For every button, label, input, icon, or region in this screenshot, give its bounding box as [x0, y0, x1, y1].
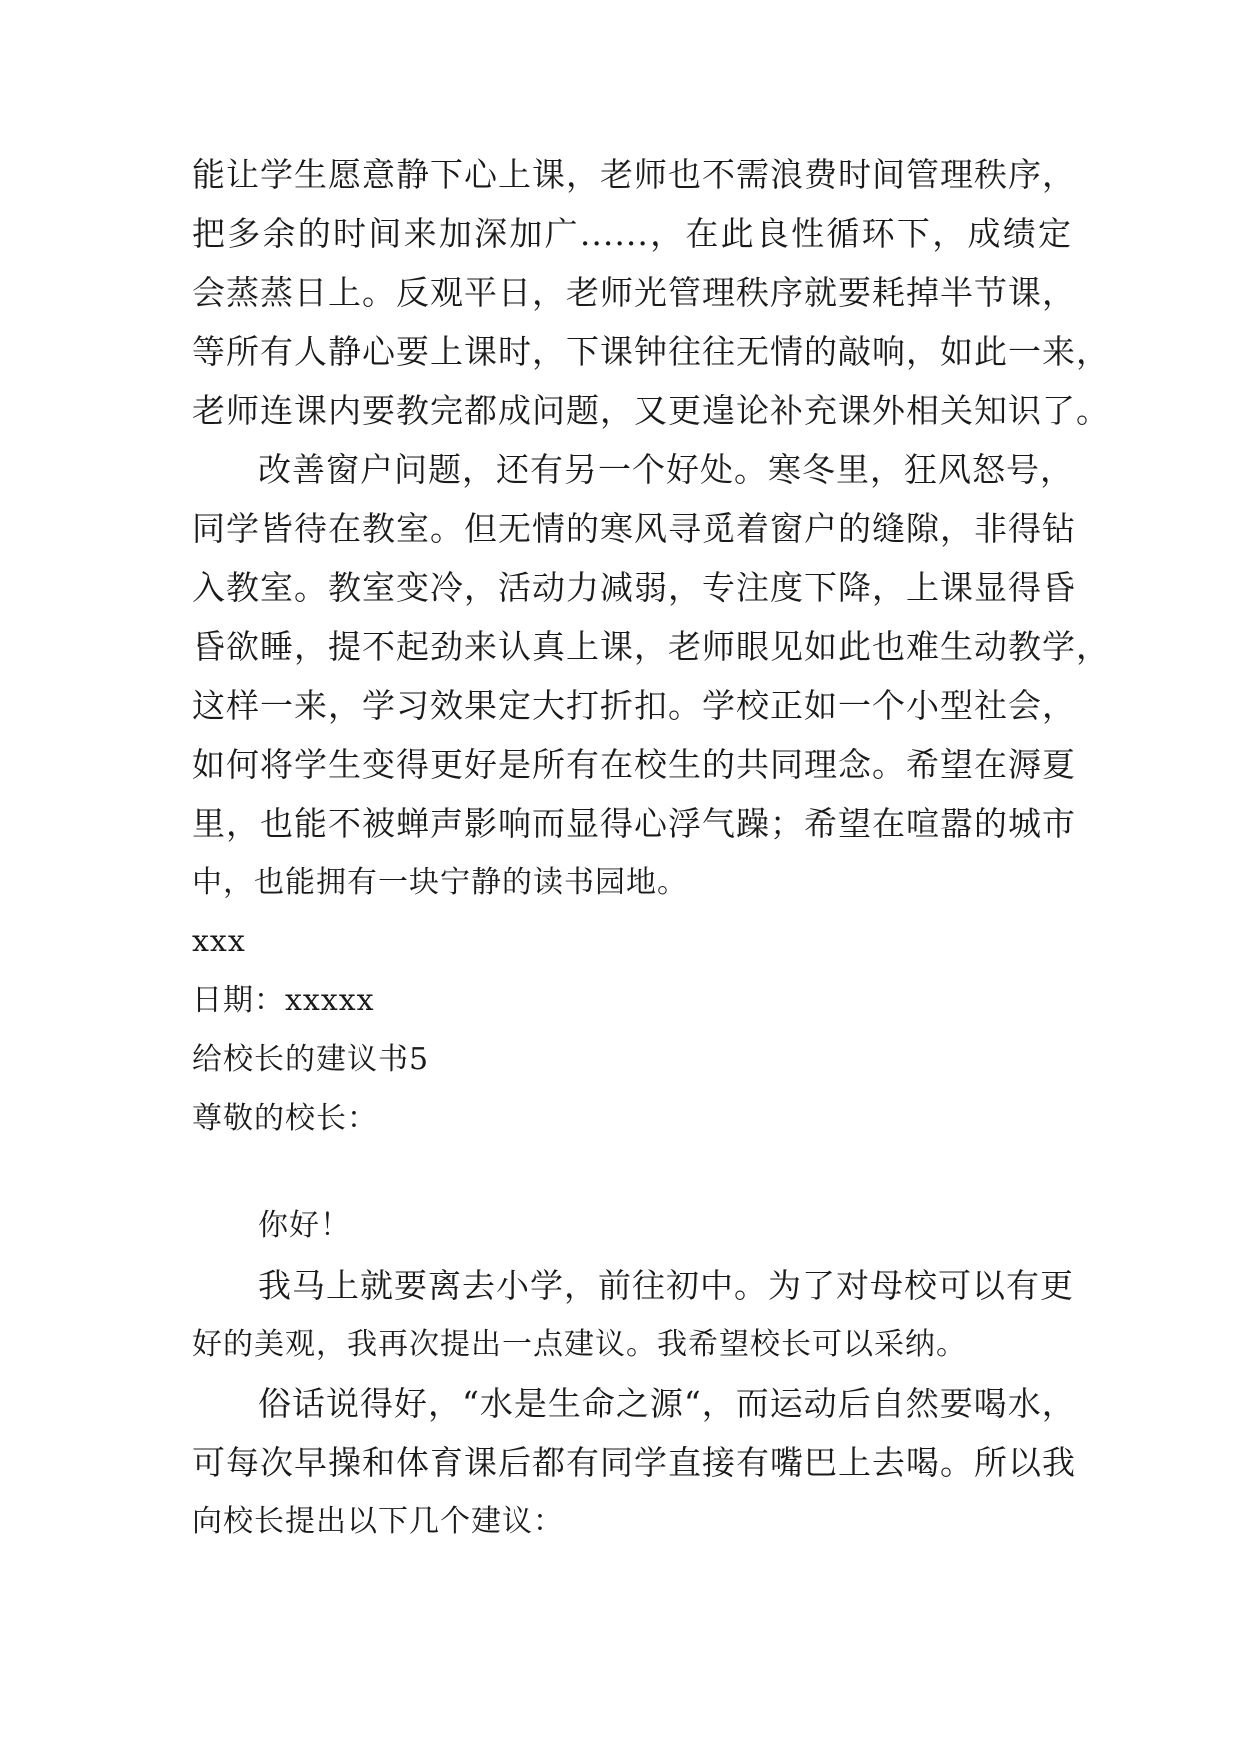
letter-title: 给校长的建议书5: [192, 1042, 430, 1077]
paragraph-1-line-4: 等所有人静心要上课时，下课钟往往无情的敲响，如此一来，: [192, 332, 1110, 371]
greeting: 你好！: [258, 1208, 351, 1243]
paragraph-2-line-7: 里，也能不被蝉声影响而显得心浮气躁；希望在喧嚣的城市: [192, 804, 1076, 843]
paragraph-2-line-1: 改善窗户问题，还有另一个好处。寒冬里，狂风怒号，: [258, 450, 1074, 489]
paragraph-2-line-4: 昏欲睡，提不起劲来认真上课，老师眼见如此也难生动教学，: [192, 627, 1110, 666]
paragraph-2-line-5: 这样一来，学习效果定大打折扣。学校正如一个小型社会，: [192, 686, 1076, 725]
paragraph-2-line-3: 入教室。教室变冷，活动力减弱，专注度下降，上课显得昏: [192, 568, 1076, 607]
signature: xxx: [192, 924, 246, 959]
paragraph-4-line-3: 向校长提出以下几个建议：: [192, 1504, 564, 1539]
paragraph-1-line-1: 能让学生愿意静下心上课，老师也不需浪费时间管理秩序，: [192, 155, 1076, 194]
paragraph-1-line-5: 老师连课内要教完都成问题，又更遑论补充课外相关知识了。: [192, 391, 1110, 430]
date-line: 日期：xxxxx: [192, 983, 375, 1018]
paragraph-1-line-2: 把多余的时间来加深加广......，在此良性循环下，成绩定: [192, 214, 1072, 253]
paragraph-3-line-1: 我马上就要离去小学，前往初中。为了对母校可以有更: [258, 1266, 1074, 1305]
paragraph-2-line-8: 中，也能拥有一块宁静的读书园地。: [192, 865, 688, 900]
paragraph-3-line-2: 好的美观，我再次提出一点建议。我希望校长可以采纳。: [192, 1327, 967, 1362]
paragraph-4-line-1: 俗话说得好，“水是生命之源“，而运动后自然要喝水，: [258, 1384, 1076, 1423]
salutation: 尊敬的校长：: [192, 1101, 378, 1136]
paragraph-1-line-3: 会蒸蒸日上。反观平日，老师光管理秩序就要耗掉半节课，: [192, 273, 1076, 312]
paragraph-2-line-2: 同学皆待在教室。但无情的寒风寻觅着窗户的缝隙，非得钻: [192, 509, 1076, 548]
paragraph-4-line-2: 可每次早操和体育课后都有同学直接有嘴巴上去喝。所以我: [192, 1443, 1076, 1482]
paragraph-2-line-6: 如何将学生变得更好是所有在校生的共同理念。希望在溽夏: [192, 745, 1076, 784]
